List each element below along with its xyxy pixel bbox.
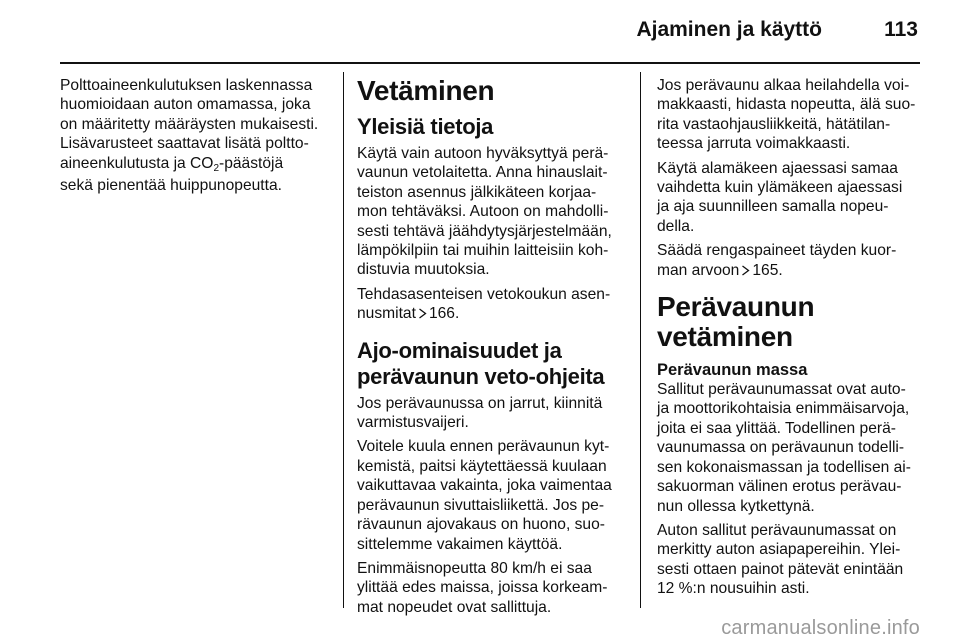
text-fragment: aineenkulutusta ja CO bbox=[60, 154, 214, 172]
text-line: sesti ottaen painot pätevät enintään bbox=[657, 560, 904, 578]
running-header-title: Ajaminen ja käyttö bbox=[636, 18, 822, 41]
text-line: on määritetty määräysten mukaisesti. bbox=[60, 115, 319, 133]
text-line: Jos perävaunu alkaa heilahdella voi- bbox=[657, 77, 910, 94]
text-line: rävaunun ajovakaus on huono, suo- bbox=[357, 516, 605, 534]
text-line: Ajo-ominaisuudet ja bbox=[357, 337, 562, 363]
text-line: nun ollessa kytkettynä. bbox=[657, 497, 815, 515]
subheading-driving-characteristics bbox=[357, 338, 625, 390]
text-line: lämpökilpiin tai muihin laitteisiin koh- bbox=[357, 242, 609, 260]
text-line: perävaunun sivuttaisliikettä. Jos pe- bbox=[357, 496, 605, 514]
subheading-trailer-mass: Perävaunun massa bbox=[657, 361, 808, 380]
paragraph-max-speed bbox=[357, 559, 625, 617]
text-line: kemistä, paitsi käytettäessä kuulaan bbox=[357, 457, 607, 475]
column-2 bbox=[357, 76, 625, 622]
paragraph-vehicle-documents bbox=[657, 521, 925, 599]
column-divider-2 bbox=[640, 72, 641, 608]
text-line: vaunun vetolaitetta. Anna hinauslait- bbox=[357, 164, 608, 182]
page-reference[interactable]: 165. bbox=[752, 261, 783, 279]
text-line: makkaasti, hidasta nopeutta, älä suo- bbox=[657, 96, 916, 114]
paragraph-permitted-mass bbox=[657, 380, 925, 516]
text-line: vaihdetta kuin ylämäkeen ajaessasi bbox=[657, 179, 903, 197]
page-reference[interactable]: 166. bbox=[428, 305, 460, 323]
text-line: Säädä rengaspaineet täyden kuor- bbox=[657, 242, 897, 260]
text-line: rita vastaohjausliikkeitä, hätätilan- bbox=[657, 115, 891, 133]
paragraph-safety-cable bbox=[357, 394, 625, 433]
text-line: Sallitut perävaunumassat ovat auto- bbox=[657, 381, 906, 399]
text-line: merkitty auton asiapapereihin. Ylei- bbox=[657, 541, 901, 559]
text-line: joita ei saa ylittää. Todellinen perä- bbox=[657, 419, 896, 437]
text-line: ja moottorikohtaisia enimmäisarvoja, bbox=[657, 400, 910, 418]
text-line: Käytä vain autoon hyväksyttyä perä- bbox=[357, 145, 609, 162]
text-line: Voitele kuula ennen perävaunun kyt- bbox=[357, 438, 610, 456]
column-divider-1 bbox=[343, 72, 344, 608]
column-1 bbox=[60, 76, 328, 200]
paragraph-tyre-pressure bbox=[657, 241, 925, 280]
text-fragment: nusmitat bbox=[357, 305, 416, 323]
text-line bbox=[657, 261, 925, 280]
text-fragment: man arvoon bbox=[657, 261, 740, 279]
text-line: della. bbox=[657, 217, 695, 235]
paragraph-towbar-dimensions bbox=[357, 285, 625, 324]
text-line: vaikuttavaa vakainta, joka vaimentaa bbox=[357, 477, 612, 495]
header-divider bbox=[60, 62, 920, 64]
text-line: huomioidaan auton omamassa, joka bbox=[60, 96, 311, 114]
watermark: carmanualsonline.info bbox=[721, 617, 920, 639]
text-line: vaunumassa on perävaunun todelli- bbox=[657, 439, 905, 457]
text-line: teiston asennus jälkikäteen korjaa- bbox=[357, 183, 597, 201]
text-line: mat nopeudet ovat sallittuja. bbox=[357, 598, 552, 616]
text-fragment: -päästöjä bbox=[219, 154, 284, 172]
text-line: sen kokonaismassan ja todellisen ai- bbox=[657, 458, 911, 476]
paragraph-lubricate-ball bbox=[357, 437, 625, 553]
column-3 bbox=[657, 76, 925, 604]
subheading-general-info: Yleisiä tietoja bbox=[357, 114, 494, 139]
text-line: Polttoaineenkulutuksen laskennassa bbox=[60, 77, 313, 94]
text-line: ja aja suunnilleen samalla nopeu- bbox=[657, 198, 889, 216]
section-heading-towing: Vetäminen bbox=[357, 75, 495, 106]
text-line: sekä pienentää huippunopeutta. bbox=[60, 177, 282, 195]
text-line: distuvia muutoksia. bbox=[357, 261, 490, 279]
page-number: 113 bbox=[884, 18, 918, 41]
page-reference-arrow-icon bbox=[741, 265, 750, 276]
text-line: varmistusvaijeri. bbox=[357, 414, 469, 432]
co2-subscript: 2 bbox=[213, 162, 219, 174]
paragraph-towbar-approval bbox=[357, 144, 625, 280]
text-line: ylittää edes maissa, joissa korkeam- bbox=[357, 579, 608, 597]
text-line: 12 %:n nousuihin asti. bbox=[657, 580, 810, 598]
text-line: teessa jarruta voimakkaasti. bbox=[657, 135, 851, 153]
text-line: perävaunun veto-ohjeita bbox=[357, 363, 605, 389]
paragraph-downhill-gear bbox=[657, 159, 925, 237]
paragraph-fuel-consumption bbox=[60, 76, 328, 195]
text-line: mon tehtäväksi. Autoon on mahdolli- bbox=[357, 203, 609, 221]
text-line bbox=[60, 154, 328, 173]
text-line: sittelemme vakaimen käyttöä. bbox=[357, 535, 563, 553]
section-heading-trailer-towing: Perävaunun vetäminen bbox=[657, 291, 815, 353]
page-reference-arrow-icon bbox=[418, 308, 427, 319]
text-line: Lisävarusteet saattavat lisätä poltto- bbox=[60, 135, 309, 153]
text-line: Auton sallitut perävaunumassat on bbox=[657, 521, 897, 539]
text-line bbox=[357, 304, 625, 323]
text-line: Enimmäisnopeutta 80 km/h ei saa bbox=[357, 559, 592, 577]
text-line: sakuorman välinen erotus perävau- bbox=[657, 478, 902, 496]
text-line: Tehdasasenteisen vetokoukun asen- bbox=[357, 285, 611, 303]
text-line: Käytä alamäkeen ajaessasi samaa bbox=[657, 159, 898, 177]
text-line: Jos perävaunussa on jarrut, kiinnitä bbox=[357, 394, 603, 412]
text-line: sesti tehtävä jäähdytysjärjestelmään, bbox=[357, 222, 612, 240]
paragraph-trailer-sway bbox=[657, 76, 925, 154]
